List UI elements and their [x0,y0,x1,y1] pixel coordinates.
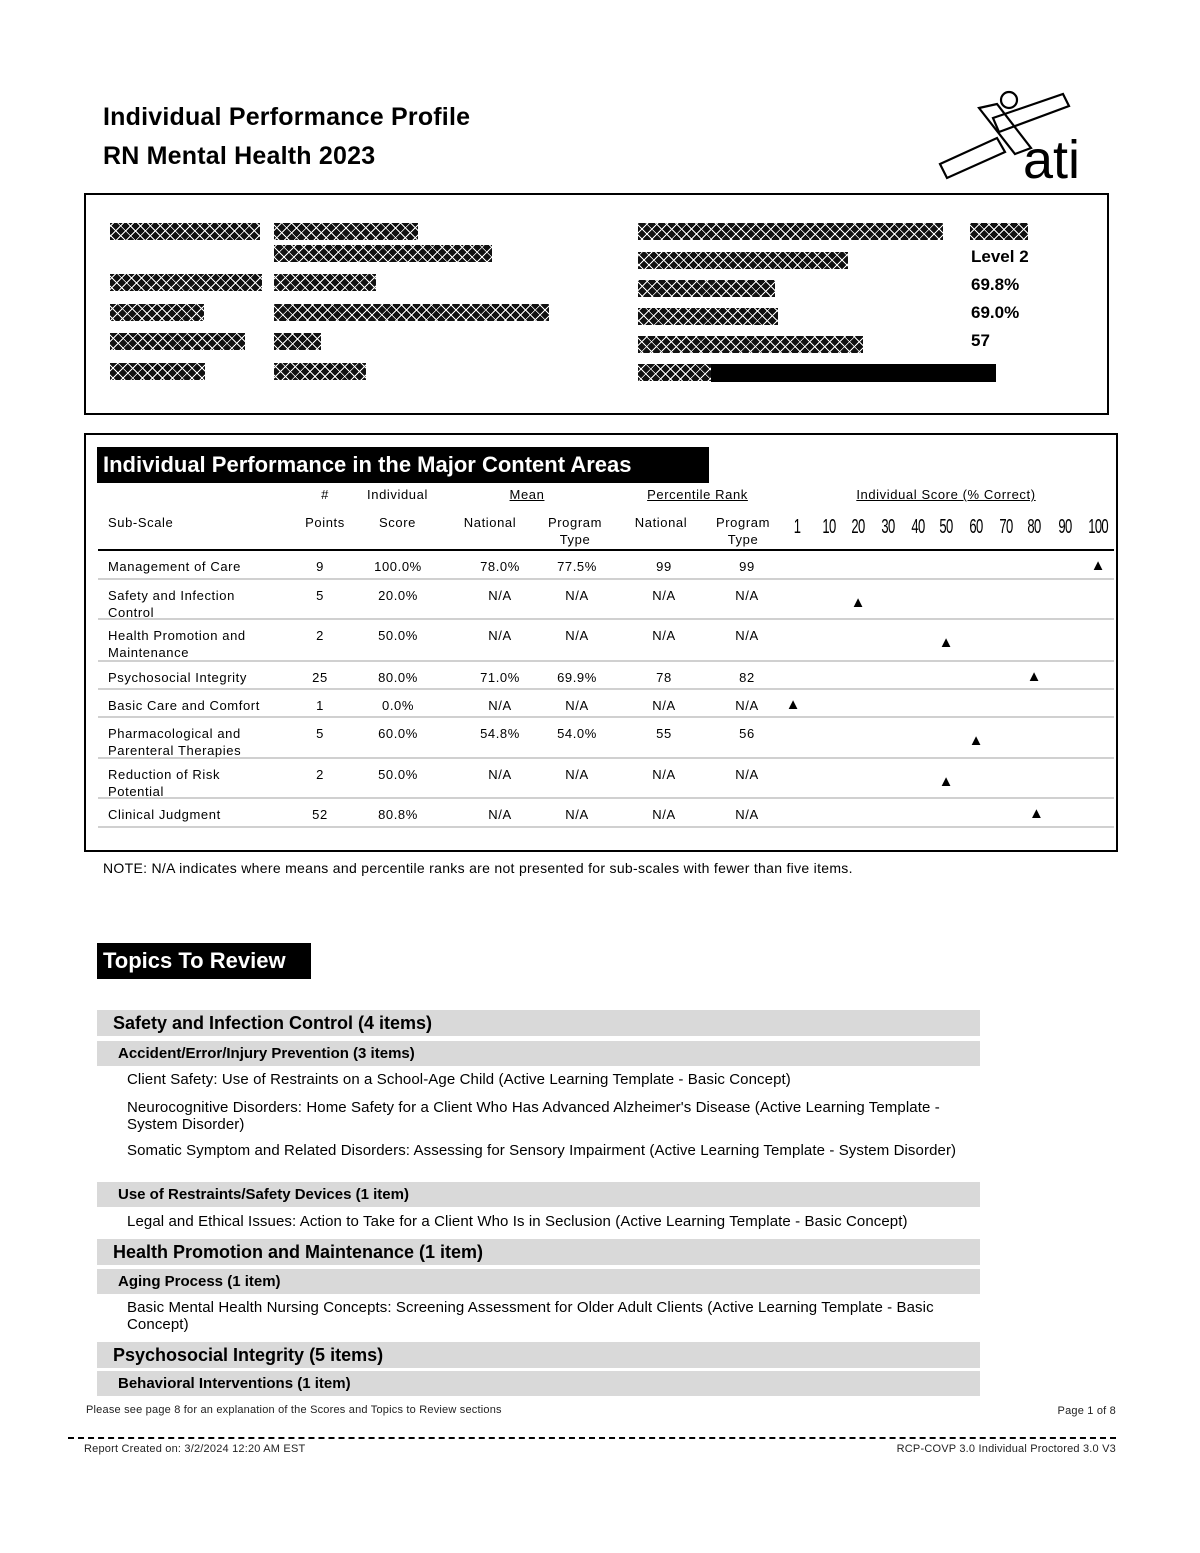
redacted-field [110,223,260,240]
pr-national-header: National [634,515,688,530]
cell-mean-program: N/A [565,698,589,713]
cell-points: 2 [316,767,324,782]
individual-score-pct-header: Individual Score (% Correct) [856,487,1036,502]
cell-score: 80.0% [378,670,418,685]
redacted-label [638,252,848,269]
sub-scale-name: Clinical Judgment [108,807,221,822]
cell-pr-program: N/A [735,628,759,643]
cell-pr-national: N/A [652,807,676,822]
cell-mean-national: 71.0% [480,670,520,685]
cell-mean-national: N/A [488,807,512,822]
cell-mean-program: N/A [565,807,589,822]
sub-scale-name: Pharmacological and Parenteral Therapies [108,726,242,758]
cell-pr-national: N/A [652,628,676,643]
content-areas-banner: Individual Performance in the Major Content Areas [97,447,709,483]
cell-points: 52 [312,807,328,822]
cell-mean-national: N/A [488,588,512,603]
cell-pr-program: N/A [735,588,759,603]
cell-score: 0.0% [381,698,415,713]
score-header: Score [379,515,416,530]
cell-mean-national: 54.8% [480,726,520,741]
redacted-label [638,223,943,240]
national-mean-score: 69.0% [971,303,1020,322]
scale-tick: 20 [851,516,865,538]
redacted-label [638,364,713,381]
topic-category: Psychosocial Integrity (5 items) [97,1342,980,1368]
cell-pr-national: N/A [652,767,676,782]
score-marker: ▲ [1026,668,1042,685]
report-created: Report Created on: 3/2/2024 12:20 AM EST [84,1443,306,1455]
scale-tick: 40 [911,516,925,538]
pr-program-header: Program Type [715,515,771,547]
sub-scale-header: Sub-Scale [108,515,174,530]
cell-pr-national: 78 [656,670,672,685]
cell-score: 50.0% [378,767,418,782]
cell-points: 1 [316,698,324,713]
cell-mean-program: 69.9% [557,670,597,685]
cell-points: 5 [316,588,324,603]
topic-subcategory: Behavioral Interventions (1 item) [97,1371,980,1396]
scale-tick: 30 [881,516,895,538]
topic-item: Legal and Ethical Issues: Action to Take for a Client Who Is in Seclusion (Active Learning Template - Basic Concept) [127,1213,908,1230]
time-value: 57 [971,331,990,350]
cell-mean-program: 77.5% [557,559,597,574]
topic-subcategory: Aging Process (1 item) [97,1269,980,1294]
cell-score: 50.0% [378,628,418,643]
sub-scale-name: Health Promotion and Maintenance [108,628,246,660]
ati-logo [935,86,1105,186]
table-row [98,549,1114,580]
cell-pr-national: N/A [652,588,676,603]
topic-subcategory: Accident/Error/Injury Prevention (3 items) [97,1041,980,1066]
table-row [98,618,1114,662]
score-marker: ▲ [1029,805,1044,822]
cell-points: 9 [316,559,324,574]
cell-pr-national: N/A [652,698,676,713]
scale-tick: 70 [999,516,1013,538]
cell-mean-program: 54.0% [557,726,597,741]
topics-banner: Topics To Review [97,943,311,979]
individual-total-score: 69.8% [971,275,1020,294]
mean-national-header: National [463,515,517,530]
table-row [98,797,1114,828]
scale-tick: 80 [1027,516,1041,538]
sub-scale-name: Psychosocial Integrity [108,670,247,685]
table-bottom-rule [98,826,1114,828]
scale-tick: 1 [793,516,801,538]
cell-pr-program: 99 [739,559,755,574]
mean-program-header: Program Type [547,515,603,547]
cell-score: 60.0% [378,726,418,741]
score-marker: ▲ [850,594,866,611]
redacted-field [274,363,366,380]
cell-score: 100.0% [374,559,422,574]
individual-header-top: Individual [367,487,428,502]
topic-item: Basic Mental Health Nursing Concepts: Screening Assessment for Older Adult Clients (Active Learning Template - Basic Concept) [127,1299,934,1333]
cell-mean-program: N/A [565,628,589,643]
score-marker: ▲ [938,773,954,790]
sub-scale-name: Reduction of Risk Potential [108,767,221,799]
cell-mean-program: N/A [565,588,589,603]
cell-points: 2 [316,628,324,643]
redacted-field [274,245,492,262]
scale-tick: 10 [822,516,836,538]
cell-mean-national: N/A [488,628,512,643]
redacted-field [110,304,204,321]
score-marker: ▲ [1090,557,1106,574]
scale-tick: 90 [1058,516,1072,538]
cell-score: 20.0% [378,588,418,603]
sub-scale-name: Safety and Infection Control [108,588,235,620]
cell-pr-program: 82 [739,670,755,685]
table-row [98,688,1114,718]
cell-mean-national: 78.0% [480,559,520,574]
topic-category: Safety and Infection Control (4 items) [97,1010,980,1036]
score-marker: ▲ [938,634,954,651]
percentile-rank-header: Percentile Rank [647,487,748,502]
redacted-field [110,274,262,291]
redacted-label [638,280,775,297]
topic-item: Somatic Symptom and Related Disorders: Assessing for Sensory Impairment (Active Learning Template - System Disorder) [127,1142,957,1159]
svg-text:ati: ati [1023,130,1081,186]
redacted-field [274,304,549,321]
redacted-label [638,336,863,353]
points-header-top: # [321,487,329,502]
score-marker: ▲ [968,732,984,749]
table-row [98,716,1114,759]
assessment-name: RN Mental Health 2023 [103,142,376,170]
cell-pr-program: N/A [735,698,759,713]
cell-score: 80.8% [378,807,418,822]
topic-item: Neurocognitive Disorders: Home Safety for a Client Who Has Advanced Alzheimer's Disease (Active Learning Template - System Disorder) [127,1099,940,1133]
table-row [98,757,1114,799]
scale-tick: 50 [939,516,953,538]
redaction-bar [711,364,996,382]
cell-pr-national: 99 [656,559,672,574]
na-note: NOTE: N/A indicates where means and percentile ranks are not presented for sub-scales with fewer than five items. [103,860,853,876]
points-header: Points [305,515,345,530]
footer-divider [68,1437,1116,1439]
sub-scale-name: Management of Care [108,559,241,574]
redacted-field [110,333,245,350]
sub-scale-name: Basic Care and Comfort [108,698,260,713]
redacted-label [638,308,778,325]
page-title: Individual Performance Profile [103,103,471,131]
scale-tick: 60 [969,516,983,538]
cell-mean-national: N/A [488,767,512,782]
redacted-value [970,223,1028,240]
report-code: RCP-COVP 3.0 Individual Proctored 3.0 V3 [896,1443,1116,1455]
redacted-field [274,223,418,240]
topic-category: Health Promotion and Maintenance (1 item) [97,1239,980,1265]
proficiency-level: Level 2 [971,247,1029,266]
topic-subcategory: Use of Restraints/Safety Devices (1 item) [97,1182,980,1207]
cell-pr-program: 56 [739,726,755,741]
redacted-field [274,333,321,350]
score-marker: ▲ [785,696,801,713]
cell-points: 5 [316,726,324,741]
table-row [98,660,1114,690]
cell-pr-program: N/A [735,807,759,822]
student-info-box [84,193,1109,415]
cell-points: 25 [312,670,328,685]
cell-mean-program: N/A [565,767,589,782]
cell-pr-national: 55 [656,726,672,741]
scale-tick: 100 [1088,516,1108,538]
redacted-field [274,274,376,291]
page-number: Page 1 of 8 [1057,1405,1116,1417]
cell-mean-national: N/A [488,698,512,713]
table-row [98,578,1114,620]
topic-item: Client Safety: Use of Restraints on a School-Age Child (Active Learning Template - Basic Concept) [127,1071,791,1088]
footer-note: Please see page 8 for an explanation of the Scores and Topics to Review sections [86,1404,502,1416]
mean-header: Mean [509,487,545,502]
cell-pr-program: N/A [735,767,759,782]
redacted-field [110,363,205,380]
